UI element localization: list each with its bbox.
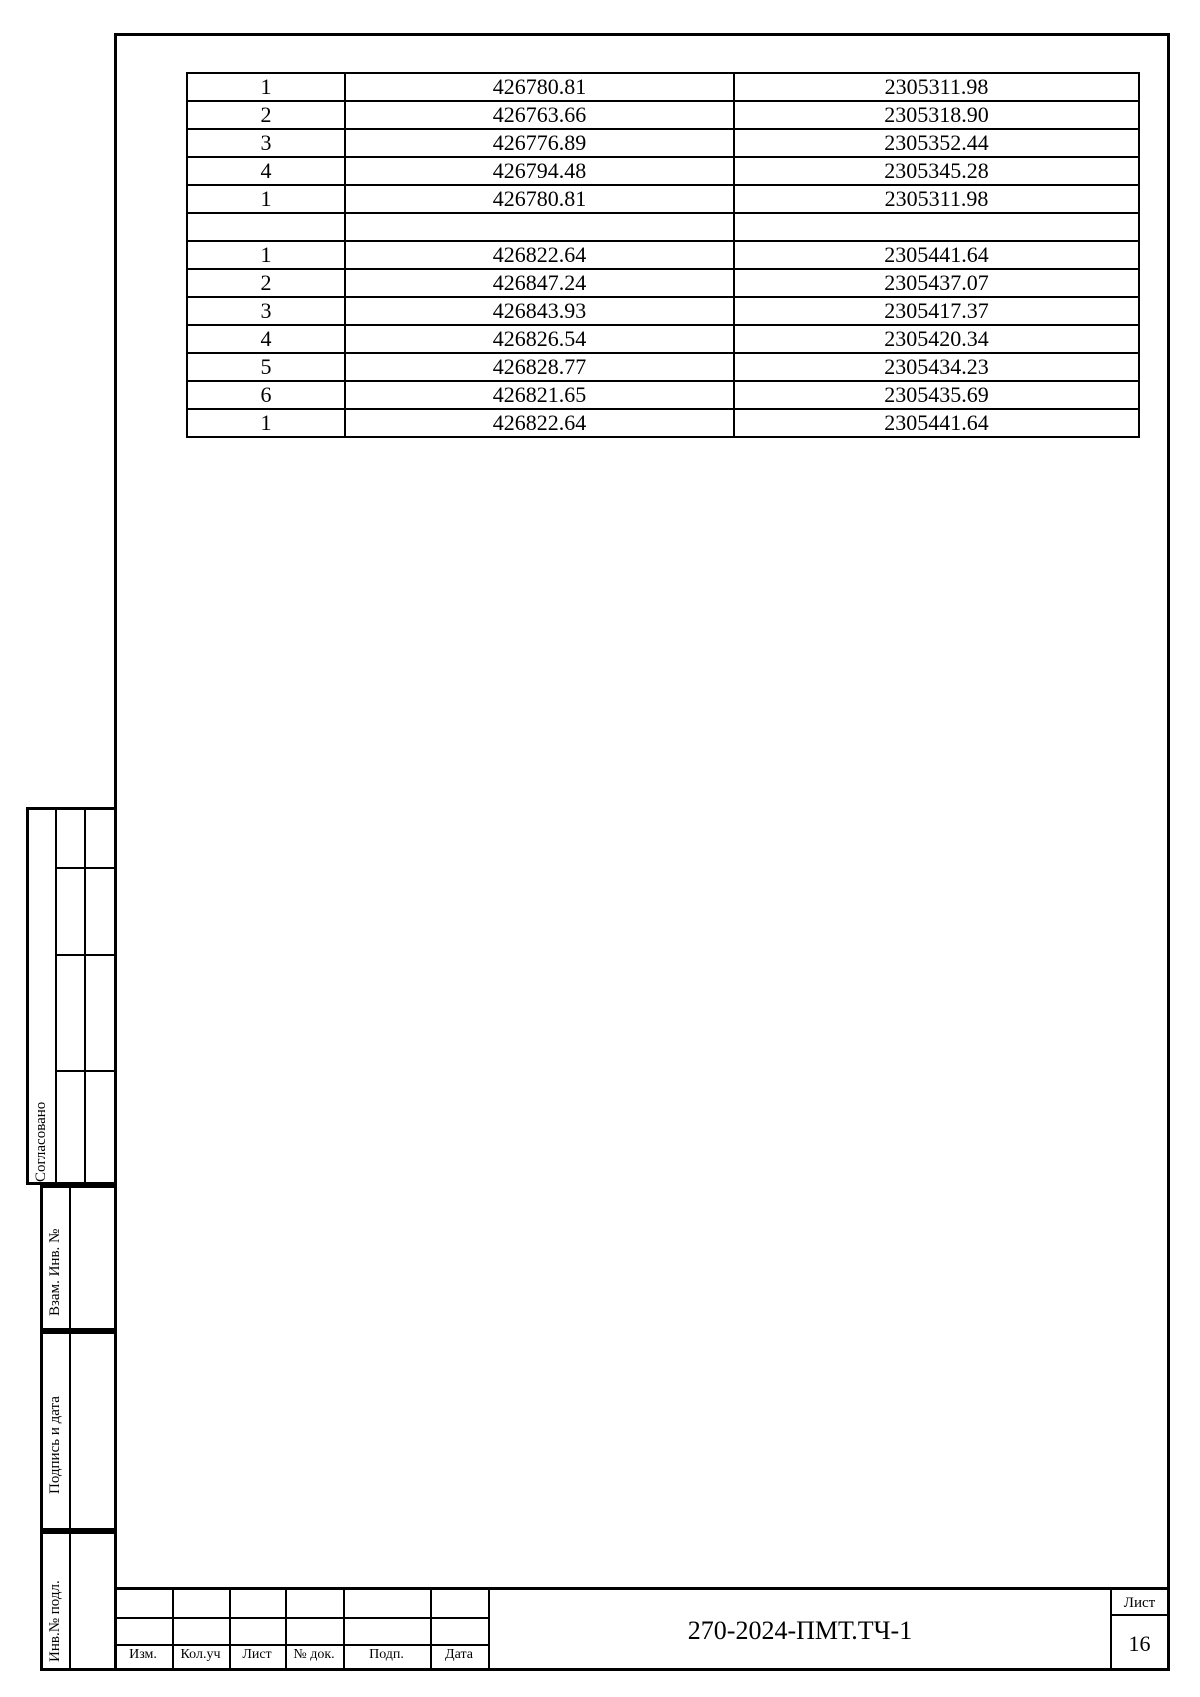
table-row	[187, 213, 1139, 241]
table-row	[187, 381, 1139, 409]
col-doc-number: № док.	[293, 1647, 335, 1662]
y-coordinate-cell: 2305345.28	[734, 157, 1139, 185]
y-coordinate-cell: 2305311.98	[734, 185, 1139, 213]
signature-date-label-column	[43, 1334, 71, 1528]
original-inventory-block	[40, 1531, 114, 1671]
table-row	[187, 325, 1139, 353]
agreement-divider	[57, 954, 114, 956]
x-coordinate-cell: 426776.89	[345, 129, 734, 157]
y-coordinate-cell: 2305435.69	[734, 381, 1139, 409]
col-date: Дата	[445, 1647, 473, 1662]
point-number-cell: 3	[187, 297, 345, 325]
original-inventory-label: Инв.№ подл.	[47, 1580, 63, 1662]
sheet-number: 16	[1128, 1631, 1151, 1656]
col-sheet: Лист	[242, 1647, 272, 1662]
y-coordinate-cell: 2305352.44	[734, 129, 1139, 157]
replaced-inventory-label-column	[43, 1188, 71, 1328]
point-number-cell: 1	[187, 241, 345, 269]
title-block	[114, 1587, 1170, 1671]
x-coordinate-cell: 426780.81	[345, 73, 734, 101]
original-inventory-label-column	[43, 1534, 71, 1668]
table-row	[187, 297, 1139, 325]
document-code: 270-2024-ПМТ.ТЧ-1	[687, 1616, 913, 1645]
col-count: Кол.уч	[180, 1647, 221, 1662]
y-coordinate-cell	[734, 213, 1139, 241]
table-row	[187, 409, 1139, 437]
sheet-label: Лист	[1112, 1590, 1167, 1616]
y-coordinate-cell: 2305441.64	[734, 241, 1139, 269]
table-row	[187, 157, 1139, 185]
agreement-divider	[57, 1070, 114, 1072]
signature-date-block	[40, 1331, 114, 1531]
table-row	[187, 269, 1139, 297]
y-coordinate-cell: 2305434.23	[734, 353, 1139, 381]
col-revision: Изм.	[129, 1647, 157, 1662]
y-coordinate-cell: 2305417.37	[734, 297, 1139, 325]
point-number-cell: 4	[187, 157, 345, 185]
point-number-cell: 4	[187, 325, 345, 353]
point-number-cell: 2	[187, 101, 345, 129]
table-row	[187, 185, 1139, 213]
signature-date-label: Подпись и дата	[47, 1396, 63, 1494]
agreement-label-column	[29, 810, 57, 1182]
y-coordinate-cell: 2305318.90	[734, 101, 1139, 129]
x-coordinate-cell: 426843.93	[345, 297, 734, 325]
x-coordinate-cell: 426780.81	[345, 185, 734, 213]
x-coordinate-cell: 426763.66	[345, 101, 734, 129]
point-number-cell	[187, 213, 345, 241]
table-row	[187, 73, 1139, 101]
table-row	[187, 129, 1139, 157]
point-number-cell: 1	[187, 185, 345, 213]
x-coordinate-cell: 426822.64	[345, 409, 734, 437]
x-coordinate-cell: 426828.77	[345, 353, 734, 381]
table-row	[187, 241, 1139, 269]
x-coordinate-cell: 426821.65	[345, 381, 734, 409]
y-coordinate-cell: 2305420.34	[734, 325, 1139, 353]
agreement-block	[26, 807, 114, 1185]
agreement-column	[57, 810, 86, 1182]
x-coordinate-cell: 426794.48	[345, 157, 734, 185]
x-coordinate-cell: 426822.64	[345, 241, 734, 269]
x-coordinate-cell	[345, 213, 734, 241]
table-row	[187, 101, 1139, 129]
y-coordinate-cell: 2305437.07	[734, 269, 1139, 297]
sheet-box	[1110, 1590, 1167, 1671]
table-row	[187, 353, 1139, 381]
agreement-divider	[57, 867, 114, 869]
y-coordinate-cell: 2305311.98	[734, 73, 1139, 101]
point-number-cell: 1	[187, 409, 345, 437]
y-coordinate-cell: 2305441.64	[734, 409, 1139, 437]
point-number-cell: 3	[187, 129, 345, 157]
x-coordinate-cell: 426826.54	[345, 325, 734, 353]
replaced-inventory-label: Взам. Инв. №	[47, 1228, 63, 1316]
point-number-cell: 2	[187, 269, 345, 297]
point-number-cell: 6	[187, 381, 345, 409]
x-coordinate-cell: 426847.24	[345, 269, 734, 297]
coordinates-table	[186, 72, 1140, 438]
point-number-cell: 1	[187, 73, 345, 101]
col-signature: Подп.	[369, 1647, 404, 1662]
agreement-label: Согласовано	[33, 1101, 49, 1182]
point-number-cell: 5	[187, 353, 345, 381]
replaced-inventory-block	[40, 1185, 114, 1331]
